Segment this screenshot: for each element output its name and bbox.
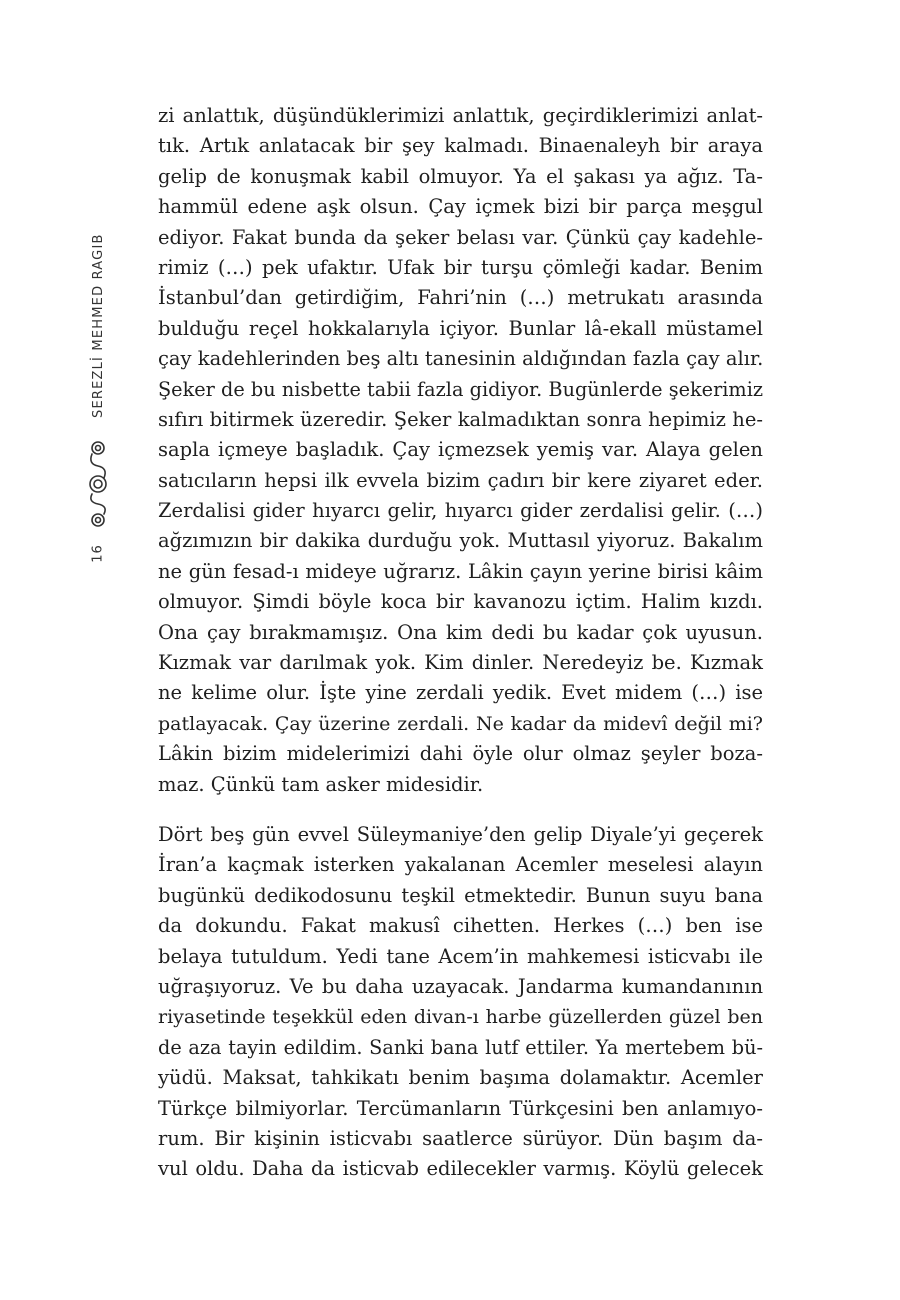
text-line: İran’a kaçmak isterken yakalanan Acemler meselesi alayın bbox=[158, 853, 763, 877]
decorative-swirl-icon bbox=[84, 436, 112, 532]
text-line: riyasetinde teşekkül eden divan-ı harbe güzellerden güzel ben bbox=[158, 1006, 763, 1029]
text-line: Dört beş gün evvel Süleymaniye’den gelip Diyale’yi geçerek bbox=[158, 823, 763, 846]
text-line: ne kelime olur. İşte yine zerdali yedik. Evet midem (…) ise bbox=[158, 681, 763, 705]
text-line: sapla içmeye başladık. Çay içmezsek yemiş var. Alaya gelen bbox=[158, 438, 763, 462]
paragraph-1 bbox=[158, 101, 763, 800]
text-line: tık. Artık anlatacak bir şey kalmadı. Binaenaleyh bir araya bbox=[158, 134, 763, 158]
text-line: patlayacak. Çay üzerine zerdali. Ne kadar da midevî değil mi? bbox=[158, 712, 763, 735]
text-line: Şeker de bu nisbette tabii fazla gidiyor. Bugünlerde şekerimiz bbox=[158, 377, 763, 401]
text-line: olmuyor. Şimdi böyle koca bir kavanozu içtim. Halim kızdı. bbox=[158, 590, 763, 614]
running-head-title: SEREZLİ MEHMED RAGIB bbox=[91, 233, 106, 418]
text-line: Lâkin bizim midelerimizi dahi öyle olur olmaz şeyler boza- bbox=[158, 742, 763, 766]
text-line: çay kadehlerinden beş altı tanesinin aldığından fazla çay alır. bbox=[158, 347, 764, 371]
text-line: bugünkü dedikodosunu teşkil etmektedir. Bunun suyu bana bbox=[158, 883, 763, 907]
text-line: Zerdalisi gider hıyarcı gelir, hıyarcı gider zerdalisi gelir. (…) bbox=[158, 499, 763, 523]
text-line: gelip de konuşmak kabil olmuyor. Ya el şakası ya ağız. Ta- bbox=[158, 164, 763, 188]
text-line: ne gün fesad-ı mideye uğrarız. Lâkin çayın yerine birisi kâim bbox=[158, 559, 763, 583]
paragraph-2 bbox=[158, 820, 763, 1185]
text-line: ediyor. Fakat bunda da şeker belası var. Çünkü çay kadehle- bbox=[158, 225, 763, 249]
text-line: bulduğu reçel hokkalarıyla içiyor. Bunlar lâ-ekall müstamel bbox=[158, 316, 763, 340]
text-line: vul oldu. Daha da isticvab edilecekler varmış. Köylü gelecek bbox=[158, 1157, 763, 1181]
page-number: 16 bbox=[90, 544, 106, 563]
text-line: belaya tutuldum. Yedi tane Acem’in mahkemesi isticvabı ile bbox=[158, 944, 763, 968]
text-line: İstanbul’dan getirdiğim, Fahri’nin (…) metrukatı arasında bbox=[158, 286, 763, 310]
text-line: ağzımızın bir dakika durduğu yok. Muttasıl yiyoruz. Bakalım bbox=[158, 529, 763, 553]
text-line: yüdü. Maksat, tahkikatı benim başıma dolamaktır. Acemler bbox=[158, 1066, 763, 1090]
text-line: rimiz (…) pek ufaktır. Ufak bir turşu çömleği kadar. Benim bbox=[158, 255, 763, 279]
text-line: Ona çay bırakmamışız. Ona kim dedi bu kadar çok uyusun. bbox=[158, 620, 763, 644]
text-line: sıfırı bitirmek üzeredir. Şeker kalmadıktan sonra hepimiz he- bbox=[158, 407, 763, 431]
text-line: hammül edene aşk olsun. Çay içmek bizi bir parça meşgul bbox=[158, 195, 763, 219]
text-line: da dokundu. Fakat makusî cihetten. Herkes (…) ben ise bbox=[158, 914, 763, 938]
running-head bbox=[78, 233, 118, 570]
text-line: uğraşıyoruz. Ve bu daha uzayacak. Jandarma kumandanının bbox=[158, 974, 763, 998]
text-line: rum. Bir kişinin isticvabı saatlerce sürüyor. Dün başım da- bbox=[158, 1126, 763, 1150]
text-line: Kızmak var darılmak yok. Kim dinler. Neredeyiz be. Kızmak bbox=[158, 651, 763, 675]
text-line: zi anlattık, düşündüklerimizi anlattık, geçirdiklerimizi anlat- bbox=[158, 104, 763, 127]
text-line: de aza tayin edildim. Sanki bana lutf ettiler. Ya mertebem bü- bbox=[158, 1035, 763, 1059]
text-line: satıcıların hepsi ilk evvela bizim çadırı bir kere ziyaret eder. bbox=[158, 468, 763, 492]
text-line: Türkçe bilmiyorlar. Tercümanların Türkçesini ben anlamıyo- bbox=[158, 1096, 763, 1120]
text-line-last: maz. Çünkü tam asker midesidir. bbox=[158, 772, 484, 796]
